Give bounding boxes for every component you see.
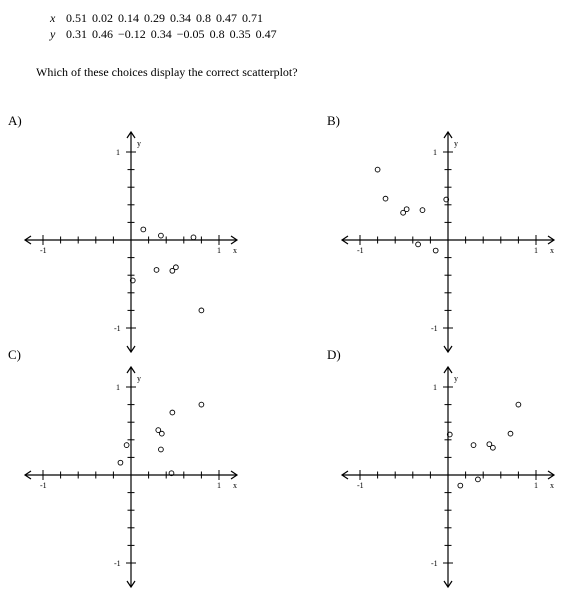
scatter-point [458, 483, 463, 488]
x-axis-label: x [550, 481, 554, 490]
option-label-a: A) [8, 113, 22, 128]
x-tick-label-pos: 1 [534, 246, 538, 255]
x-value: 0.8 [196, 11, 211, 25]
scatter-point [433, 248, 438, 253]
scatter-point [516, 402, 521, 407]
x-axis-label: x [233, 246, 237, 255]
x-tick-label-pos: 1 [217, 481, 221, 490]
scatter-point [118, 460, 123, 465]
y-value: 0.47 [255, 27, 277, 41]
y-tick-label-pos: 1 [116, 383, 120, 392]
scatter-point [404, 207, 409, 212]
x-axis-label: x [550, 246, 554, 255]
option-label-d: D) [327, 347, 341, 362]
y-value: −0.05 [176, 27, 205, 41]
scatter-point [476, 477, 481, 482]
data-table [50, 10, 282, 42]
scatterplot-c[interactable] [21, 363, 251, 593]
scatter-point [383, 196, 388, 201]
x-row [50, 10, 282, 26]
y-value: 0.35 [229, 27, 251, 41]
y-value: −0.12 [118, 27, 146, 41]
y-axis-label: y [137, 139, 141, 148]
y-value: 0.46 [92, 27, 113, 41]
x-value: 0.71 [242, 11, 263, 25]
x-tick-label-neg: -1 [357, 481, 364, 490]
y-value: 0.34 [150, 27, 172, 41]
scatter-point [199, 308, 204, 313]
x-value: 0.29 [144, 11, 165, 25]
scatter-point [199, 402, 204, 407]
scatter-point [420, 208, 425, 213]
y-row [50, 26, 282, 42]
scatterplot-d[interactable] [338, 363, 568, 593]
option-label-c: C) [8, 347, 21, 362]
y-tick-label-pos: 1 [116, 148, 120, 157]
scatter-point [170, 268, 175, 273]
x-tick-label-neg: -1 [40, 481, 47, 490]
scatterplot-a[interactable] [21, 128, 251, 358]
question-text: Which of these choices display the correct scatterplot? [36, 65, 298, 79]
scatter-point [416, 242, 421, 247]
scatter-point [159, 447, 164, 452]
y-axis-label: y [137, 374, 141, 383]
x-value: 0.34 [170, 11, 191, 25]
scatter-point [375, 167, 380, 172]
scatter-point [154, 268, 159, 273]
x-tick-label-pos: 1 [534, 481, 538, 490]
x-value: 0.51 [66, 11, 87, 25]
x-value: 0.02 [92, 11, 113, 25]
option-label-b: B) [327, 113, 340, 128]
scatter-point [170, 410, 175, 415]
y-tick-label-neg: -1 [114, 559, 121, 568]
y-tick-label-neg: -1 [431, 324, 438, 333]
y-value: 0.31 [66, 27, 87, 41]
scatter-point [124, 443, 129, 448]
scatter-point [508, 431, 513, 436]
y-tick-label-pos: 1 [433, 383, 437, 392]
scatter-point [487, 442, 492, 447]
scatter-point [141, 227, 146, 232]
y-axis-label: y [454, 374, 458, 383]
x-tick-label-neg: -1 [357, 246, 364, 255]
scatter-point [159, 431, 164, 436]
y-axis-label: y [454, 139, 458, 148]
x-tick-label-pos: 1 [217, 246, 221, 255]
x-axis-label: x [233, 481, 237, 490]
x-tick-label-neg: -1 [40, 246, 47, 255]
x-row-label: x [50, 11, 56, 25]
x-value: 0.47 [216, 11, 237, 25]
y-tick-label-pos: 1 [433, 148, 437, 157]
y-tick-label-neg: -1 [431, 559, 438, 568]
y-tick-label-neg: -1 [114, 324, 121, 333]
y-value: 0.8 [209, 27, 225, 41]
scatter-point [191, 235, 196, 240]
y-row-label: y [50, 27, 56, 41]
scatter-point [471, 443, 476, 448]
scatter-point [159, 233, 164, 238]
x-value: 0.14 [118, 11, 139, 25]
scatterplot-b[interactable] [338, 128, 568, 358]
